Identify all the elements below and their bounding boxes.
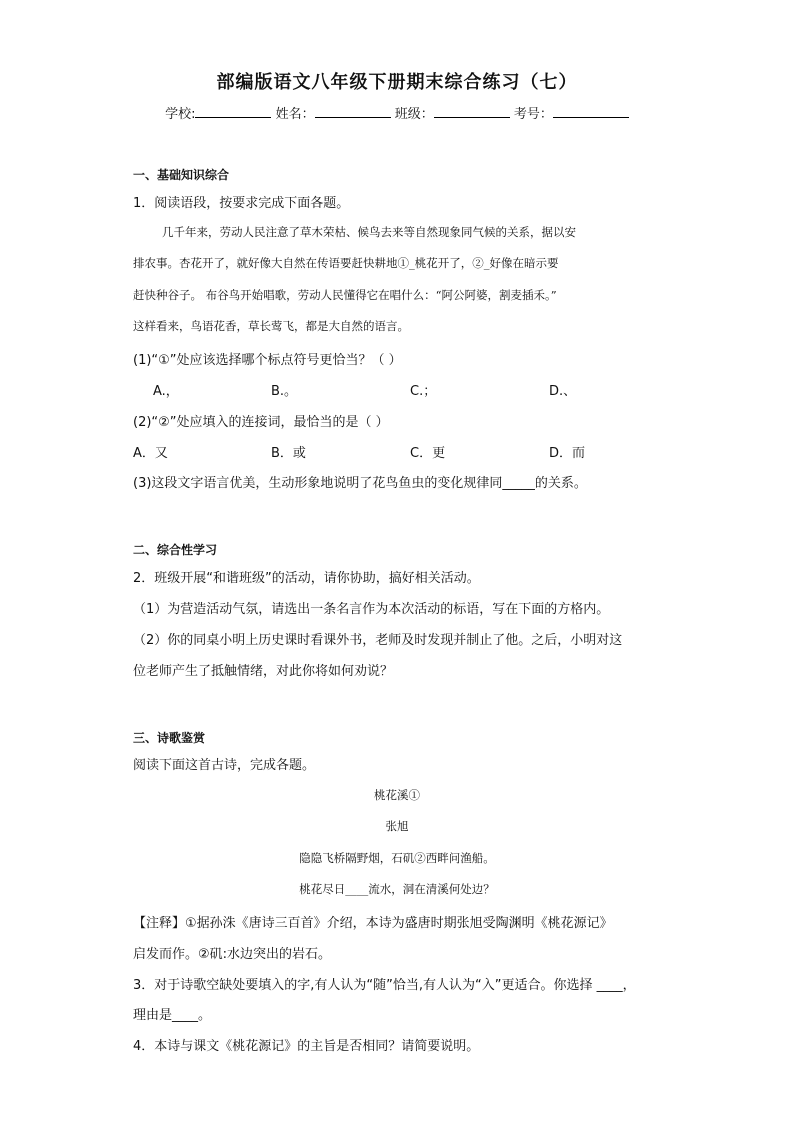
passage-line: 几千年来，劳动人民注意了草木荣枯、候鸟去来等自然现象同气候的关系，据以安 — [162, 225, 576, 239]
passage-line: 这样看来，鸟语花香，草长莺飞，都是大自然的语言。 — [133, 319, 409, 333]
poem-note-cont: 启发而作。②矶:水边突出的岩石。 — [133, 947, 332, 962]
option-d[interactable]: D．而 — [549, 446, 586, 461]
question-1-sub1: (1)“①”处应该选择哪个标点符号更恰当？（ ） — [133, 353, 402, 368]
question-1-stem: 1．阅读语段，按要求完成下面各题。 — [133, 196, 350, 211]
question-2-item1: （1）为营造活动气氛，请选出一条名言作为本次活动的标语，写在下面的方格内。 — [133, 602, 610, 617]
option-c[interactable]: C.； — [410, 384, 437, 399]
school-label: 学校: — [165, 107, 196, 122]
question-1-sub2: (2)“②”处应填入的连接词，最恰当的是（ ） — [133, 415, 389, 430]
option-a[interactable]: A.， — [153, 384, 179, 399]
option-d[interactable]: D.、 — [549, 384, 577, 399]
passage-line: 排农事。杏花开了，就好像大自然在传语要赶快耕地①_桃花开了，②_好像在暗示要 — [133, 256, 559, 270]
class-label: 班级： — [394, 107, 434, 122]
poem-note: 【注释】①据孙洙《唐诗三百首》介绍，本诗为盛唐时期张旭受陶渊明《桃花源记》 — [133, 916, 613, 931]
exam-number-field[interactable] — [553, 105, 629, 118]
question-3-cont: 理由是____。 — [133, 1008, 212, 1023]
school-field[interactable] — [195, 105, 271, 118]
poem-line: 隐隐飞桥隔野烟，石矶②西畔问渔船。 — [299, 851, 495, 865]
question-3: 3．对于诗歌空缺处要填入的字,有人认为“随”恰当,有人认为“入”更适合。你选择 ____， — [133, 978, 636, 993]
section-heading-poetry: 三、诗歌鉴赏 — [133, 731, 206, 745]
question-2-stem: 2．班级开展“和谐班级”的活动，请你协助，搞好相关活动。 — [133, 571, 480, 586]
option-b[interactable]: B．或 — [271, 446, 306, 461]
poem-line: 桃花尽日____流水，洞在清溪何处边？ — [299, 882, 495, 896]
question-1-sub3: (3)这段文字语言优美，生动形象地说明了花鸟鱼虫的变化规律同_____的关系。 — [133, 476, 587, 491]
name-field[interactable] — [315, 105, 391, 118]
option-a[interactable]: A．又 — [133, 446, 168, 461]
passage-line: 赶快种谷子。 布谷鸟开始唱歌，劳动人民懂得它在唱什么：“阿公阿婆，割麦插禾。” — [133, 288, 557, 302]
poetry-intro: 阅读下面这首古诗，完成各题。 — [133, 758, 316, 773]
exam-number-label: 考号： — [513, 107, 553, 122]
question-4: 4．本诗与课文《桃花源记》的主旨是否相同？请简要说明。 — [133, 1039, 480, 1054]
question-2-item2: （2）你的同桌小明上历史课时看课外书，老师及时发现并制止了他。之后，小明对这 — [133, 633, 623, 648]
option-b[interactable]: B.。 — [271, 384, 298, 399]
option-c[interactable]: C．更 — [410, 446, 446, 461]
name-label: 姓名： — [275, 107, 315, 122]
page-title: 部编版语文八年级下册期末综合练习（七） — [216, 72, 578, 93]
section-heading-basics: 一、基础知识综合 — [133, 168, 230, 182]
poem-title: 桃花溪① — [374, 788, 420, 802]
class-field[interactable] — [434, 105, 510, 118]
question-2-item2-cont: 位老师产生了抵触情绪，对此你将如何劝说？ — [133, 664, 394, 679]
section-heading-comprehensive: 二、综合性学习 — [133, 543, 218, 557]
student-info-fields — [0, 103, 794, 122]
poem-author: 张旭 — [385, 819, 409, 833]
